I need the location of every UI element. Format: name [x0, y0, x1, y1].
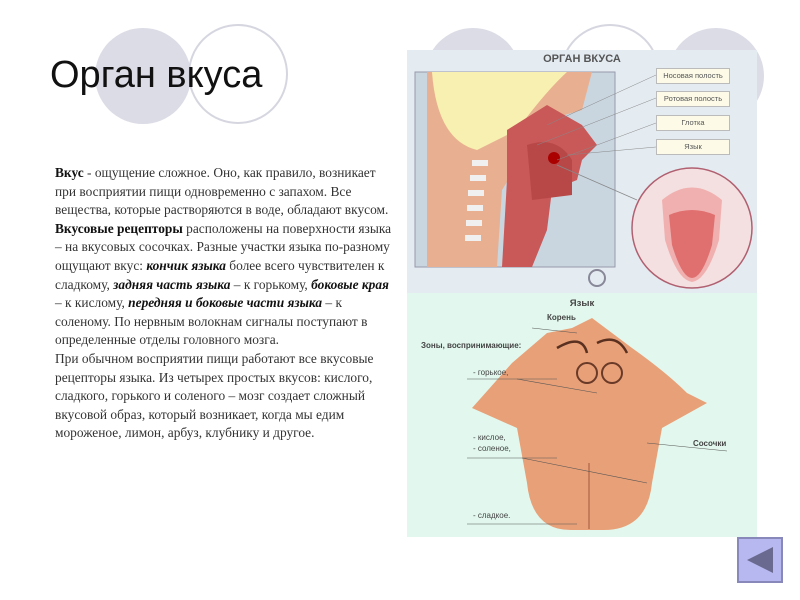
label-tongue: Язык — [656, 139, 730, 155]
tongue-zones-figure — [407, 293, 757, 537]
text: более всего чувствителен к сладкому, — [55, 257, 385, 292]
term: кончик языка — [146, 257, 226, 273]
label-root: Корень — [547, 313, 576, 322]
slide-title: Орган вкуса — [50, 54, 263, 96]
head-illustration — [407, 50, 757, 293]
figure-title: ОРГАН ВКУСА — [543, 53, 621, 65]
term: задняя часть языка — [113, 276, 231, 292]
label-papillae: Сосочки — [693, 439, 727, 448]
label-bitter: - горькое, — [473, 368, 509, 377]
label-nasal-cavity: Носовая полость — [656, 68, 730, 84]
head-section-figure — [407, 50, 757, 293]
term: боковые края — [311, 276, 389, 292]
text: При обычном восприятии пищи работают все вкусовые рецепторы языка. Из четырех простых вкусов: кислого, сладкого, горького и соленого – мозг создает сложный вкусовой образ, который возникает, когда мы едим мороженое, лимон, арбуз, клубнику и другое. — [55, 350, 374, 441]
term: Вкус — [55, 165, 84, 180]
zones-heading: Зоны, воспринимающие: — [421, 341, 522, 350]
tongue-illustration — [407, 293, 757, 537]
figure-title: Язык — [569, 298, 595, 309]
label-sour: - кислое, — [473, 433, 506, 442]
label-pharynx: Глотка — [656, 115, 730, 131]
label-salty: - соленое, — [473, 444, 511, 453]
paragraph — [55, 164, 395, 220]
label-sweet: - сладкое. — [473, 511, 511, 520]
slide-body-text — [55, 164, 395, 443]
text: – к горькому, — [230, 276, 312, 292]
label-oral-cavity: Ротовая полость — [656, 91, 730, 107]
text: – к кислому, — [55, 295, 129, 311]
triangle-left-icon — [739, 539, 781, 581]
back-button[interactable] — [737, 537, 783, 583]
term: Вкусовые рецепторы — [55, 220, 183, 236]
text: расположены на поверхности языка – на вкусовых сосочках. Разные участки языка по-разному ощущают вкус: — [55, 220, 392, 273]
text: – к соленому. По нервным волокнам сигналы поступают в определенные отделы головного мозга. — [55, 295, 368, 348]
paragraph — [55, 350, 395, 443]
term: передняя и боковые части языка — [128, 295, 323, 311]
paragraph — [55, 220, 395, 350]
text: - ощущение сложное. Оно, как правило, возникает при восприятии пищи одновременно с запахом. Все вещества, которые растворяются в воде, обладают вкусом. — [55, 165, 389, 218]
